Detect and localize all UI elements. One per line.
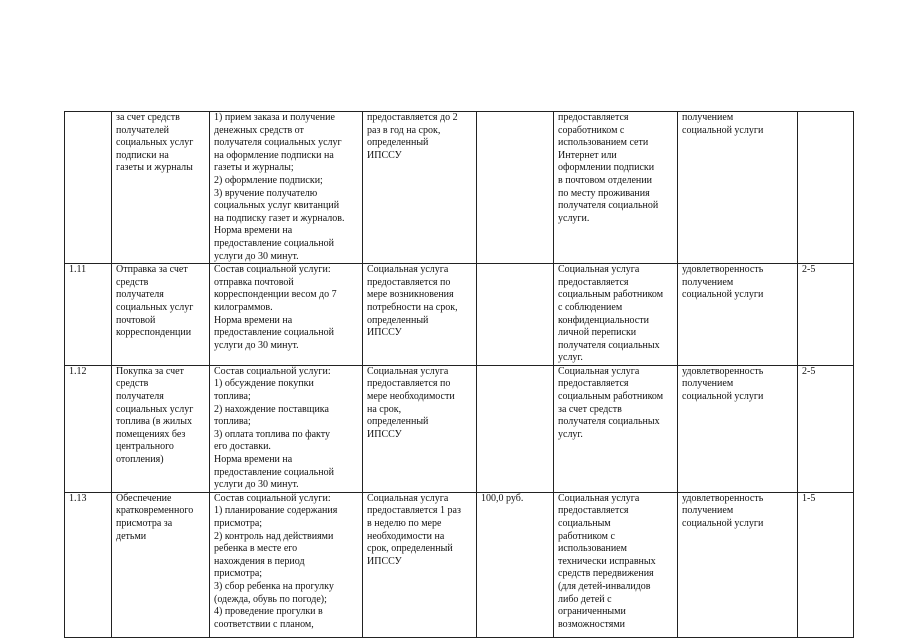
cell-score: 1-5 [798,492,854,637]
table-row [65,492,854,637]
social-services-table [64,111,854,638]
cell-service-conditions: Социальная услуга предоставляется социальным работником за счет средств получателя социальных услуг. [554,365,678,492]
cell-number [65,112,112,264]
cell-service-term: предоставляется до 2 раз в год на срок, определенный ИПССУ [363,112,477,264]
cell-quality-indicators: удовлетворенность получением социальной услуги [678,365,798,492]
cell-service-conditions: предоставляется соработником с использованием сети Интернет или оформлении подписки в почтовом отделении по месту проживания получателя социальной услуги. [554,112,678,264]
cell-tariff [477,264,554,366]
cell-service-name: за счет средств получателей социальных услуг подписки на газеты и журналы [112,112,210,264]
cell-service-term: Социальная услуга предоставляется по мере возникновения потребности на срок, определенный ИПССУ [363,264,477,366]
table-row [65,112,854,264]
cell-score [798,112,854,264]
cell-service-composition: 1) прием заказа и получение денежных средств от получателя социальных услуг на оформление подписки на газеты и журналы; 2) оформление подписки; 3) вручение получателю социальных услуг квитанций на подписку газет и журналов. Норма времени на предоставление социальной услуги до 30 минут. [210,112,363,264]
cell-service-name: Отправка за счет средств получателя социальных услуг почтовой корреспонденции [112,264,210,366]
cell-service-composition: Состав социальной услуги: отправка почтовой корреспонденции весом до 7 килограммов. Норма времени на предоставление социальной услуги до 30 минут. [210,264,363,366]
cell-score: 2-5 [798,365,854,492]
cell-score: 2-5 [798,264,854,366]
cell-service-name: Обеспечение кратковременного присмотра за детьми [112,492,210,637]
cell-service-conditions: Социальная услуга предоставляется социальным работником с использованием технически исправных средств передвижения (для детей-инвалидов либо детей с ограниченными возможностями [554,492,678,637]
cell-tariff [477,365,554,492]
cell-service-term: Социальная услуга предоставляется по мере необходимости на срок, определенный ИПССУ [363,365,477,492]
cell-number: 1.13 [65,492,112,637]
cell-service-composition: Состав социальной услуги: 1) обсуждение покупки топлива; 2) нахождение поставщика топлива; 3) оплата топлива по факту его доставки. Норма времени на предоставление социальной услуги до 30 минут. [210,365,363,492]
cell-quality-indicators: удовлетворенность получением социальной услуги [678,492,798,637]
cell-service-composition: Состав социальной услуги: 1) планирование содержания присмотра; 2) контроль над действиями ребенка в месте его нахождения в период присмотра; 3) сбор ребенка на прогулку (одежда, обувь по погоде); 4) проведение прогулки в соответствии с планом, [210,492,363,637]
cell-service-name: Покупка за счет средств получателя социальных услуг топлива (в жилых помещениях без центрального отопления) [112,365,210,492]
table-row [65,365,854,492]
cell-service-conditions: Социальная услуга предоставляется социальным работником с соблюдением конфиденциальности личной переписки получателя социальных услуг. [554,264,678,366]
cell-tariff [477,112,554,264]
table-row [65,264,854,366]
cell-tariff: 100,0 руб. [477,492,554,637]
cell-quality-indicators: получением социальной услуги [678,112,798,264]
cell-quality-indicators: удовлетворенность получением социальной услуги [678,264,798,366]
cell-number: 1.12 [65,365,112,492]
cell-service-term: Социальная услуга предоставляется 1 раз в неделю по мере необходимости на срок, определенный ИПССУ [363,492,477,637]
cell-number: 1.11 [65,264,112,366]
